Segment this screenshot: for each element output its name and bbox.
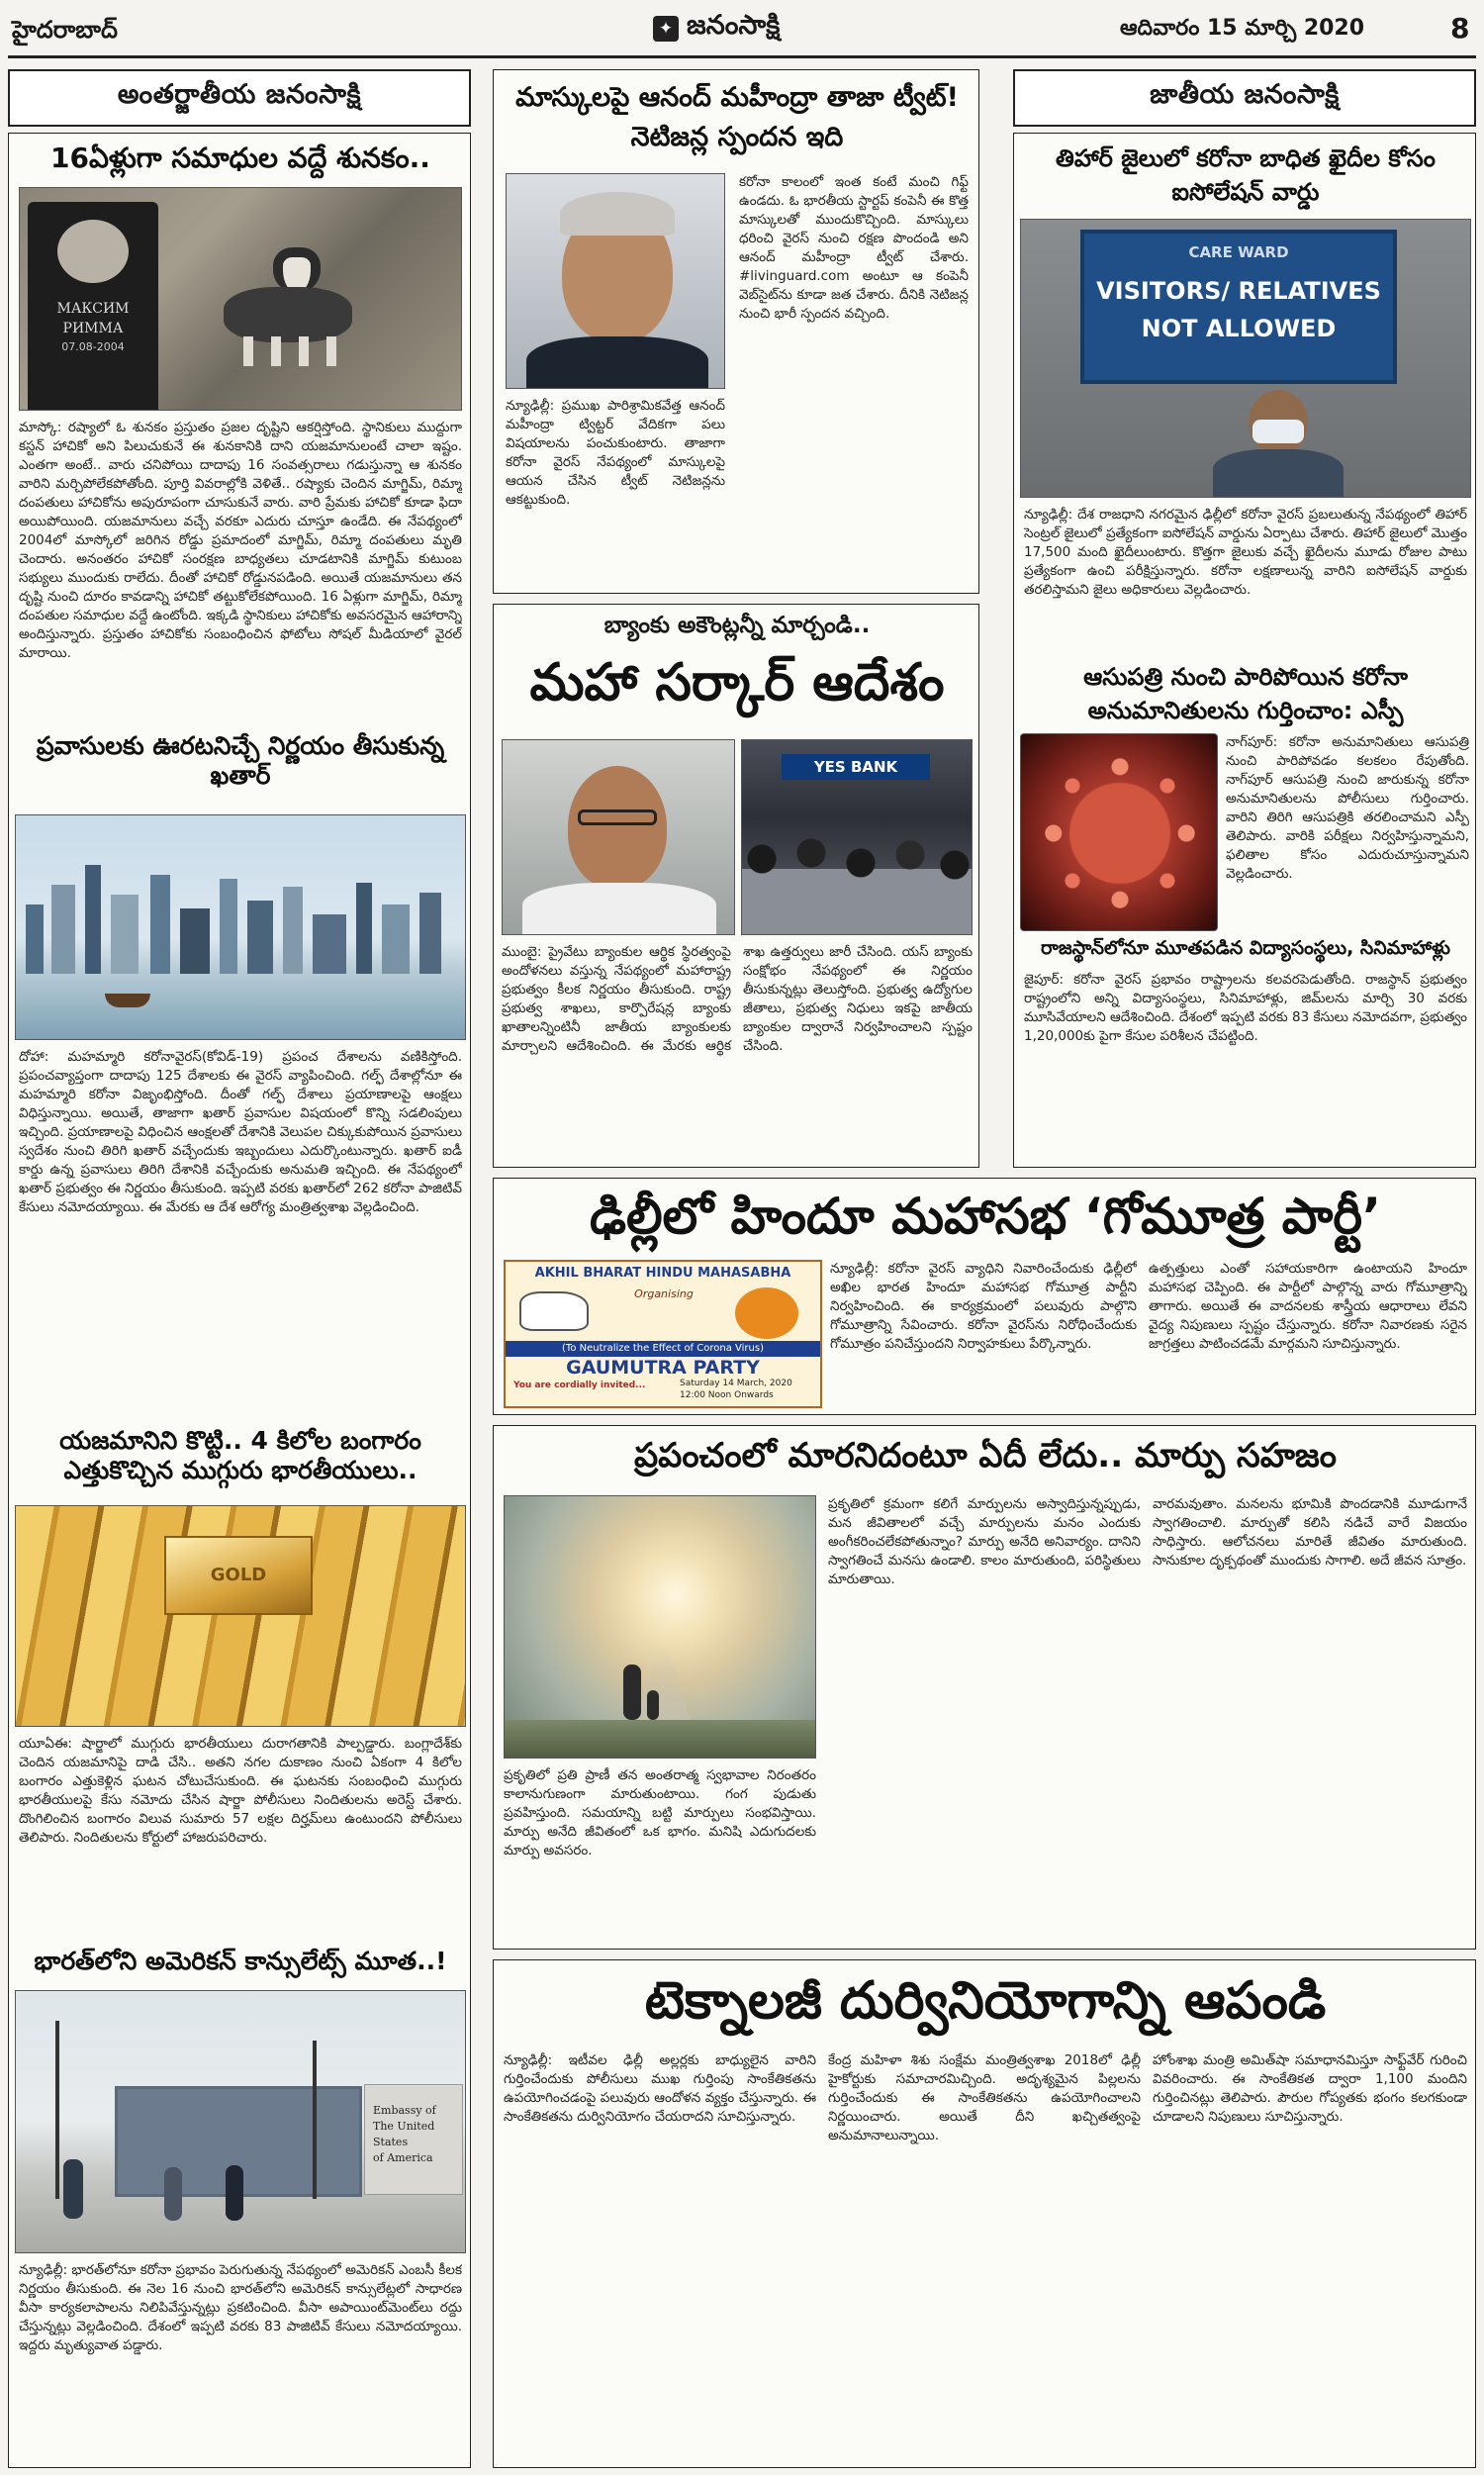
change-body-right: వారమవుతాం. మనలను భూమికి పొందడానికి మూడుగానే స్వాగతించాలి. మార్పుతో కలిసి నడిచే వారే విజయం సాధిస్తారు. ఆలోచనలు మారితే జీవితం మారుతుంది. సానుకూల దృక్పథంతో ముందుకు సాగాలి. అదే జీవన సూత్రం. <box>1153 1496 1467 1569</box>
masked-guard <box>1209 390 1347 498</box>
dog-legs <box>243 336 342 366</box>
boat <box>105 994 150 1007</box>
coronavirus-image <box>1020 733 1218 931</box>
technology-story-box <box>493 1959 1476 2468</box>
masthead-logo <box>653 10 780 48</box>
gold-bar-front: GOLD <box>164 1536 313 1615</box>
saint-portrait <box>735 1287 798 1339</box>
anand-body-left: న్యూఢిల్లీ: ప్రముఖ పారిశ్రామికవేత్త ఆనంద్ మహీంద్రా ట్విట్టర్ వేదికగా పలు విషయాలను పంచుకుంటారు. తాజాగా కరోనా వైరస్ నేపథ్యంలో మాస్కులపై ఆయన చేసిన ట్వీట్ నెటిజన్లను ఆకట్టుకుంది. <box>506 398 725 508</box>
banner-subtitle: (To Neutralize the Effect of Corona Virus) <box>506 1341 820 1357</box>
person-figure <box>63 2159 83 2219</box>
qatar-headline: ప్రవాసులకు ఊరటనిచ్చే నిర్ణయం తీసుకున్న ఖతార్ <box>36 731 445 790</box>
grass <box>505 1720 816 1759</box>
skyline <box>16 865 466 974</box>
adult-silhouette <box>623 1665 641 1720</box>
section-international-header: అంతర్జాతీయ జనంసాక్షి <box>8 69 471 127</box>
uddhav-photo <box>502 739 735 935</box>
tombstone-name-1: МАКСИМ <box>56 301 130 317</box>
ward-sign-line-2: VISITORS/ RELATIVES <box>1096 277 1381 305</box>
banner-organising: Organising <box>634 1287 694 1300</box>
embassy-sign-line-3: of America <box>373 2151 433 2164</box>
technology-body-mid: కేంద్ర మహిళా శిశు సంక్షేమ మంత్రిత్వశాఖ 2018లో ఢిల్లీ హైకోర్టుకు సమాచారమిచ్చింది. అదృశ్యమైన పిల్లలను గుర్తించేందుకు ఈ సాంకేతికతను ఉపయోగించాలని నిర్ణయించారు. అయితే దీని ఖచ్చితత్వంపై అనుమానాలున్నాయి. <box>828 2052 1141 2143</box>
tombstone-name-2: РИММА <box>62 321 124 336</box>
gold-body-text: యూఏఈ: షార్జాలో ముగ్గురు భారతీయులు దురాగతానికి పాల్పడ్డారు. బంగ్లాదేశ్‌కు చెందిన యజమానిపై దాడి చేసి.. అతని నగల దుకాణం నుంచి ఏకంగా 4 కిలోల బంగారం ఎత్తుకెళ్లిన ఘటన చోటుచేసుకుంది. ఈ ఘటనకు సంబంధించి ముగ్గురు భారతీయులపై కేసు నమోదు చేసిన షార్జా పోలీసులు నిందితులను అరెస్ట్ చేశారు. దొంగిలించిన బంగారం విలువ సుమారు 57 లక్షల దిర్హమ్‌లు ఉంటుందని పోలీసులు తెలిపారు. నిందితులను కోర్టులో హాజరుపరిచారు. <box>19 1736 462 1846</box>
masthead <box>0 0 1484 61</box>
maharashtra-kicker: బ్యాంకు అకౌంట్లన్నీ మార్చండి.. <box>603 613 871 638</box>
page-number: 8 <box>1450 12 1470 45</box>
consulate-body-text: న్యూఢిల్లీ: భారత్‌లోనూ కరోనా ప్రభావం పెరుగుతున్న నేపథ్యంలో అమెరికన్ ఎంబసీ కీలక నిర్ణయం తీసుకుంది. ఈ నెల 16 నుంచి భారత్‌లోని అమెరికన్ కాన్సులేట్లలో సాధారణ వీసా కార్యకలాపాలను నిలిపివేస్తున్నట్లు ప్రకటించింది. వీసా అపాయింట్‌మెంట్‌లు రద్దు చేస్తున్నట్లు వెల్లడించింది. దేశంలో ఇప్పటి వరకు 83 పాజిటివ్ కేసులు నమోదయ్యాయి. ఇద్దరు మృత్యువాత పడ్డారు. <box>19 2262 462 2353</box>
tombstone-portrait <box>57 220 129 283</box>
anand-story-box <box>493 69 979 594</box>
embassy-sign-line-1: Embassy of <box>373 2104 436 2117</box>
change-story-box <box>493 1425 1476 1950</box>
tihar-headline: తిహార్ జైలులో కరోనా బాధిత ఖైదీల కోసం ఐసోలేషన్ వార్డు <box>1056 144 1436 206</box>
change-body-mid: ప్రకృతిలో క్రమంగా కలిగే మార్పులను అస్వాదిస్తున్నప్పుడు, మన జీవితాలలో వచ్చే మార్పులను మనం ఎందుకు అంగీకరించలేకపోతున్నాం? మార్పు అనేది అనివార్యం. దానిని స్వాగతించే మనసు ఉండాలి. కాలం మారుతుంది, పరిస్థితులు మారుతాయి. <box>828 1496 1141 1587</box>
gaumutra-banner <box>504 1260 822 1408</box>
paper-name: జనంసాక్షి <box>687 10 781 41</box>
ward-sign-line-3: NOT ALLOWED <box>1141 315 1337 342</box>
gaumutra-headline: ఢిల్లీలో హిందూ మహాసభ ‘గోమూత్ర పార్టీ’ <box>590 1188 1381 1245</box>
gaumutra-body-right: ఉత్పత్తులు ఎంతో సహాయకారిగా ఉంటాయని హిందూ మహాసభ చెప్పింది. ఈ పార్టీలో పాల్గొన్న వారు గోమూత్రాన్ని తాగారు. అయితే ఈ వాదనలకు శాస్త్రీయ ఆధారాలు లేవని వైద్య నిపుణులు స్పష్టం చేస్తున్నారు. కరోనా నివారణకు సరైన జాగ్రత్తలు పాటించడమే మార్గమని సూచిస్తున్నారు. <box>1149 1261 1467 1352</box>
tihar-photo <box>1020 219 1471 498</box>
embassy-sign-line-2: The United States <box>373 2120 435 2148</box>
gaumutra-body-left: న్యూఢిల్లీ: కరోనా వైరస్ వ్యాధిని నివారించేందుకు ఢిల్లీలో అఖిల భారత హిందూ మహాసభ గోమూత్ర పార్టీని నిర్వహించింది. ఈ కార్యక్రమంలో పలువురు పాల్గొని గోమూత్రాన్ని సేవించారు. కరోనా వైరస్‌ను నిరోధించేందుకు గోమూత్రం పనిచేస్తుందని నిర్వాహకులు పేర్కొన్నారు. <box>830 1261 1137 1352</box>
embassy-photo <box>15 1990 466 2253</box>
lamp-post <box>55 2021 59 2199</box>
qatar-skyline-photo <box>15 814 466 1040</box>
masthead-rule <box>8 55 1476 58</box>
rajasthan-headline: రాజస్థాన్‌లోనూ మూతపడిన విద్యాసంస్థలు, సినిమాహాళ్లు <box>1041 937 1450 959</box>
tombstone-date: 07.08-2004 <box>61 340 125 353</box>
gold-headline: యజమానిని కొట్టి.. 4 కిలోల బంగారం ఎత్తుకొచ్చిన ముగ్గురు భారతీయులు.. <box>59 1426 421 1484</box>
maharashtra-story-box <box>493 604 979 1168</box>
portrait-shirt <box>522 883 716 935</box>
tombstone <box>28 202 158 411</box>
dog-photo <box>19 187 462 411</box>
cow-icon <box>519 1291 589 1331</box>
lamp-post <box>313 2041 317 2199</box>
tihar-body-text: న్యూఢిల్లీ: దేశ రాజధాని నగరమైన ఢిల్లీలో కరోనా వైరస్ ప్రబలుతున్న నేపథ్యంలో తిహార్ సెంట్రల్ జైలులో ప్రత్యేకంగా ఐసోలేషన్ వార్డును ఏర్పాటు చేశారు. తిహార్ జైలులో మొత్తం 17,500 మంది ఖైదీలుంటారు. కొత్తగా జైలుకు వచ్చే ఖైదీలను మూడు రోజుల పాటు ప్రత్యేకంగా ఉంచి పరీక్షిస్తున్నారు. కరోనా లక్షణాలున్న వారిని ఐసోలేషన్ వార్డుకు తరలిస్తామని జైలు అధికారులు వెల్లడించారు. <box>1024 507 1467 598</box>
virus-body-text: నాగ్‌పూర్: కరోనా అనుమానితులు ఆసుపత్రి నుంచి పారిపోవడం కలకలం రేపుతోంది. నాగ్‌పూర్ ఆసుపత్రి నుంచి జారుకున్న కరోనా అనుమానితులను పోలీసులు గుర్తించారు. వారిని తిరిగి ఆసుపత్రికి తరలించామని ఎస్పీ తెలిపారు. వారికి పరీక్షలు నిర్వహిస్తున్నామని, ఫలితాల కోసం ఎదురుచూస్తున్నామని వెల్లడించారు. <box>1226 734 1469 882</box>
section-national-header: జాతీయ జనంసాక్షి <box>1013 69 1476 127</box>
maharashtra-headline: మహా సర్కార్ ఆదేశం <box>529 653 945 713</box>
portrait-hair <box>560 192 675 236</box>
person-figure <box>226 2165 243 2221</box>
anand-headline: మాస్కులపై ఆనంద్ మహీంద్రా తాజా ట్వీట్! నెటిజన్ల స్పందన ఇది <box>515 82 959 152</box>
right-column <box>1013 133 1476 1168</box>
banner-party-name: GAUMUTRA PARTY <box>566 1357 760 1379</box>
guard-mask <box>1252 420 1304 443</box>
dog-headline: 16ఏళ్లుగా సమాధుల వద్దే శునకం.. <box>50 142 430 174</box>
dog-figure <box>214 247 362 366</box>
gaumutra-story-box <box>493 1178 1476 1415</box>
change-body-left: ప్రకృతిలో ప్రతి ప్రాణీ తన అంతరాత్మ స్వభావాల నిరంతరం కాలానుగుణంగా మారుతుంటాయి. గంగ పుడుతు ప్రవహిస్తుంది. సమయాన్ని బట్టి మార్పులు సంభవిస్తాయి. మార్పు అనేది జీవితంలో ఒక భాగం. మనిషి ఎదుగుదలకు మార్పు అవసరం. <box>504 1767 816 1858</box>
child-silhouette <box>647 1690 659 1720</box>
portrait-face <box>568 766 667 889</box>
qatar-body-text: దోహా: మహమ్మారి కరోనావైరస్(కోవిడ్-19) ప్రపంచ దేశాలను వణికిస్తోంది. ప్రపంచవ్యాప్తంగా దాదాపు 125 దేశాలకు ఈ వైరస్ వ్యాపించింది. గల్ఫ్ దేశాల్లోనూ ఈ మహమ్మారి కరోనా విజృంభిస్తోంది. దీంతో గల్ఫ్ దేశాలు ప్రయాణాలపై ఆంక్షలు విధిస్తున్నాయి. అయితే, తాజాగా ఖతార్ ప్రవాసుల విషయంలో కొన్ని సడలింపులు ఇచ్చింది. ప్రయాణాలపై విధించిన ఆంక్షలతో దేశానికి వెలుపల చిక్కుకుపోయిన ప్రవాసులు స్వదేశం నుంచి తిరిగి ఖతార్ వచ్చేందుకు ఇబ్బందులు ఎదుర్కొంటున్నారు. ఖతార్ ఐడీ కార్డు ఉన్న ప్రవాసులు తిరిగి దేశానికి వచ్చేందుకు అనుమతి ఇచ్చింది. ఈ నేపథ్యంలో ఖతార్ ప్రభుత్వం ఈ నిర్ణయం తీసుకుంది. ఇప్పటి వరకు ఖతార్‌లో 262 కరోనా పాజిటివ్ కేసులు నమోదయ్యాయి. ఈ మేరకు ఆ దేశ ఆరోగ్య మంత్రిత్వశాఖ వెల్లడించింది. <box>19 1049 462 1215</box>
anand-body-right: కరోనా కాలంలో ఇంత కంటే మంచి గిఫ్ట్ ఉండదు. ఓ భారతీయ స్టార్టప్ కంపెనీ ఈ కొత్త మాస్కులతో ముందుకొచ్చింది. మాస్కులు ధరించి వైరస్ నుంచి రక్షణ పొందండి అని ఆనంద్ మహీంద్రా ట్వీట్ చేశారు. #livinguard.com అంటూ ఆ కంపెనీ వెబ్‌సైట్‌ను కూడా జత చేశారు. దీనికి నెటిజన్ల నుంచి భారీ స్పందన వచ్చింది. <box>739 174 969 322</box>
yes-bank-photo <box>741 739 973 935</box>
banner-time: 12:00 Noon Onwards <box>680 1390 774 1400</box>
banner-date: Saturday 14 March, 2020 <box>680 1379 792 1388</box>
maharashtra-body-text: ముంబై: ప్రైవేటు బ్యాంకుల ఆర్థిక స్థిరత్వంపై అందోళనలు వస్తున్న నేపథ్యంలో మహారాష్ట్ర ప్రభుత్వం కీలక నిర్ణయం తీసుకుంది. రాష్ట్ర ప్రభుత్వ శాఖలు, కార్పొరేషన్ల బ్యాంకు ఖాతాలన్నింటినీ జాతీయ బ్యాంకులకు మార్చాలని ఆదేశించింది. ఈ మేరకు ఆర్థిక శాఖ ఉత్తర్వులు జారీ చేసింది. యస్ బ్యాంకు సంక్షోభం నేపథ్యంలో ఈ నిర్ణయం తీసుకున్నట్లు తెలుస్తోంది. ప్రభుత్వ ఉద్యోగుల జీతాలు, ప్రభుత్వ నిధులు ఇకపై జాతీయ బ్యాంకుల ద్వారానే నిర్వహించాలని స్పష్టం చేసింది. <box>502 944 973 1054</box>
dog-body <box>224 287 352 342</box>
virus-spikes <box>1041 754 1199 912</box>
crowd <box>742 829 973 935</box>
consulate-headline: భారత్‌లోని అమెరికన్ కాన్సులేట్స్ మూత..! <box>34 1947 447 1975</box>
technology-body-left: న్యూఢిల్లీ: ఇటీవల ఢిల్లీ అల్లర్లకు బాధ్యులైన వారిని గుర్తించేందుకు పోలీసులు ముఖ గుర్తింపు సాంకేతికతను ఉపయోగించడంపై పలువురు ఆందోళన వ్యక్తం చేస్తున్నారు. ఈ సాంకేతికతను దుర్వినియోగం చేయరాదని సూచిస్తున్నారు. <box>504 2052 816 2125</box>
portrait-suit <box>526 336 708 389</box>
ward-sign <box>1080 230 1397 384</box>
rajasthan-body-text: జైపూర్: కరోనా వైరస్ ప్రభావం రాష్ట్రాలను కలవరపెడుతోంది. రాజస్థాన్ ప్రభుత్వం రాష్ట్రంలోని అన్ని విద్యాసంస్థలు, సినిమాహాళ్లు, జిమ్‌లను మార్చి 30 వరకు మూసివేయాలని ఆదేశించింది. దేశంలో ఇప్పటి వరకు 83 కేసులు నమోదవగా, ప్రభుత్వం 1,20,000కు పైగా కేసుల పరిశీలన చేపట్టింది. <box>1024 972 1467 1044</box>
yes-bank-sign: YES BANK <box>782 754 930 780</box>
dog-body-text: మాస్కో: రష్యాలో ఓ శునకం ప్రస్తుతం ప్రజల దృష్టిని ఆకర్షిస్తోంది. స్థానికులు ముద్దుగా కస్టన్ హాచికో అని పిలుచుకునే ఈ శునకానికి దాని యజమానులంటే చాలా ఇష్టం. ఎంతగా అంటే.. వారు చనిపోయి దాదాపు 16 సంవత్సరాలు గడుస్తున్నా ఆ శునకం వారిని మర్చిపోలేకపోతోంది. పూర్తి వివరాల్లోకి వెళితే.. రష్యాకు చెందిన మాగ్జిమ్, రిమ్మా దంపతులు హాచికోను అపురూపంగా చూసుకునే వారు. వారి ప్రేమకు హాచికో కూడా ఫిదా అయిపోయింది. యజమానులు వచ్చే వరకూ ఎదురు చూస్తూ ఉండేది. ఈ నేపథ్యంలో 2004లో మాస్కోలో జరిగిన రోడ్డు ప్రమాదంలో మాగ్జిమ్, రిమ్మా దంపతులు మృతి చెందారు. అనంతరం హాచికో సంరక్షణ బాధ్యతలు చూడటానికి మాగ్జిమ్ కుటుంబ సభ్యులు ముందుకు రాలేదు. దీంతో హాచికో రోడ్డునపడింది. అయితే యజమానులు తన దృష్టి నుంచి దూరం కావడాన్ని హాచికో తట్టుకోలేకపోయింది. 16 ఏళ్లుగా మాగ్జిమ్, రిమ్మా దంపతుల సమాధుల వద్దే ఉంటోంది. ఇక్కడి స్థానికులు హాచికోకు అవసరమైన ఆహారాన్ని అందిస్తున్నారు. ప్రస్తుతం హాచికోకు సంబంధించిన ఫోటోలు సోషల్ మీడియాలో వైరల్ మారాయి. <box>19 420 462 661</box>
technology-body-right: హోంశాఖ మంత్రి అమిత్‌షా సమాధానమిస్తూ సాఫ్ట్‌వేర్ గురించి వివరించారు. ఈ సాంకేతికత ద్వారా 1,100 మందిని గుర్తించినట్లు తెలిపారు. పౌరుల గోప్యతకు భంగం కలగకుండా చూడాలని నిపుణులు సూచిస్తున్నారు. <box>1153 2052 1467 2125</box>
left-column <box>8 133 471 2468</box>
paper-logo-icon: ✦ <box>653 16 679 42</box>
technology-headline: టెక్నాలజీ దుర్వినియోగాన్ని ఆపండి <box>644 1971 1327 2031</box>
embassy-sign <box>364 2084 463 2195</box>
person-figure <box>164 2167 182 2221</box>
masthead-city: హైదరాబాద్ <box>12 16 118 44</box>
change-sunset-photo <box>504 1495 816 1759</box>
banner-title: AKHIL BHARAT HINDU MAHASABHA <box>534 1266 791 1281</box>
guard-uniform <box>1213 449 1344 498</box>
gold-bars-photo <box>15 1505 466 1727</box>
banner-invite: You are cordially invited... <box>513 1380 646 1390</box>
virus-headline: ఆసుపత్రి నుంచి పారిపోయిన కరోనా అనుమానితులను గుర్తించాం: ఎస్పీ <box>1083 663 1408 724</box>
anand-mahindra-photo <box>506 173 725 389</box>
ward-sign-line-1: CARE WARD <box>1188 243 1289 261</box>
change-headline: ప్రపంచంలో మారనిదంటూ ఏదీ లేదు.. మార్పు సహజం <box>633 1436 1338 1475</box>
portrait-glasses <box>578 809 657 825</box>
masthead-date: ఆదివారం 15 మార్చి 2020 <box>1120 16 1365 41</box>
